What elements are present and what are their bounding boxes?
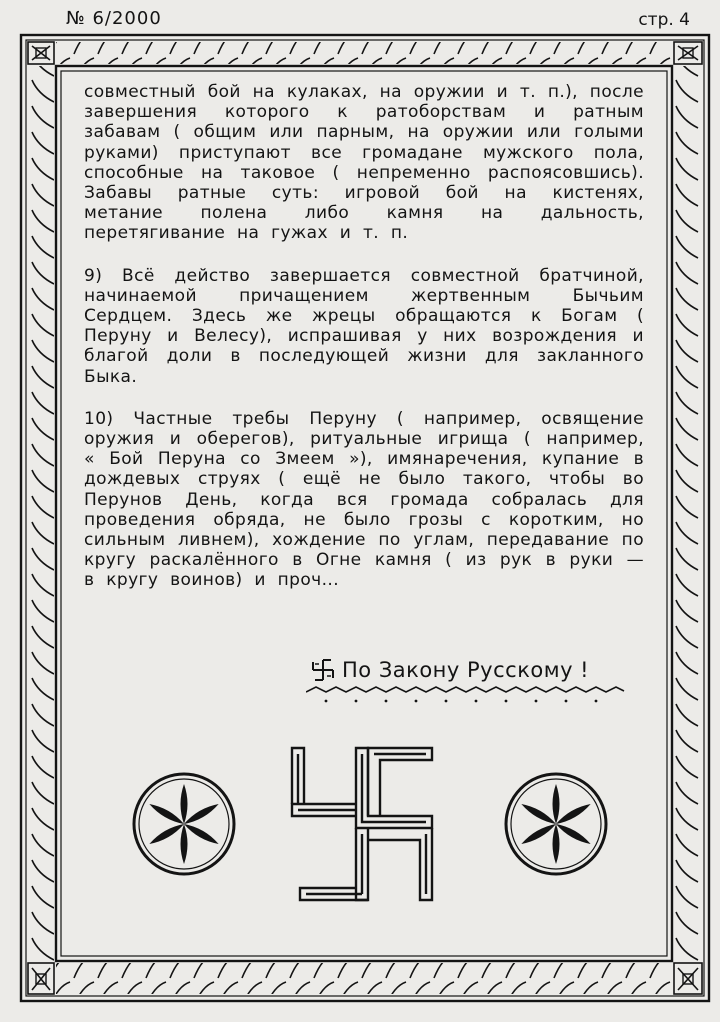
paragraph-10: 10) Частные требы Перуну ( например, освящение оружия и оберегов), ритуальные игрища ( например, « Бой Перуна со Змеем »), имянаречения, купание в дождевых струях ( ещё не было такого, чтобы во Перунов День, когда вся громада собралась для проведения обряда, не было грозы с коротким, но сильным ливнем), хождение по углам, передавание по кругу раскалённого в Огне камня ( из рук в руки — в кругу воинов) и проч... bbox=[84, 408, 644, 591]
paragraph-continued: совместный бой на кулаках, на оружии и т. п.), после завершения которого к ратоборствам и ратным забавам ( общим или парным, на оружии или голыми руками) приступают все громадане мужского пола, способные на таковое ( непременно распоясовшись). Забавы ратные суть: игровой бой на кистенях, метание полена либо камня на дальность, перетягивание на гужах и т. п. bbox=[84, 82, 644, 244]
issue-number: № 6/2000 bbox=[66, 8, 162, 29]
six-petal-rosette-icon bbox=[134, 774, 234, 874]
swastika-icon bbox=[292, 748, 432, 900]
motto-text: По Закону Русскому ! bbox=[342, 658, 590, 682]
page-number: стр. 4 bbox=[638, 10, 690, 30]
six-petal-rosette-icon bbox=[506, 774, 606, 874]
paragraph-9: 9) Всё действо завершается совместной братчиной, начинаемой причащением жертвенным Бычьим Сердцем. Здесь же жрецы обращаются к Богам ( Перуну и Велесу), испрашивая у них возрождения и благой доли в последующей жизни для закланного Быка. bbox=[84, 265, 644, 387]
